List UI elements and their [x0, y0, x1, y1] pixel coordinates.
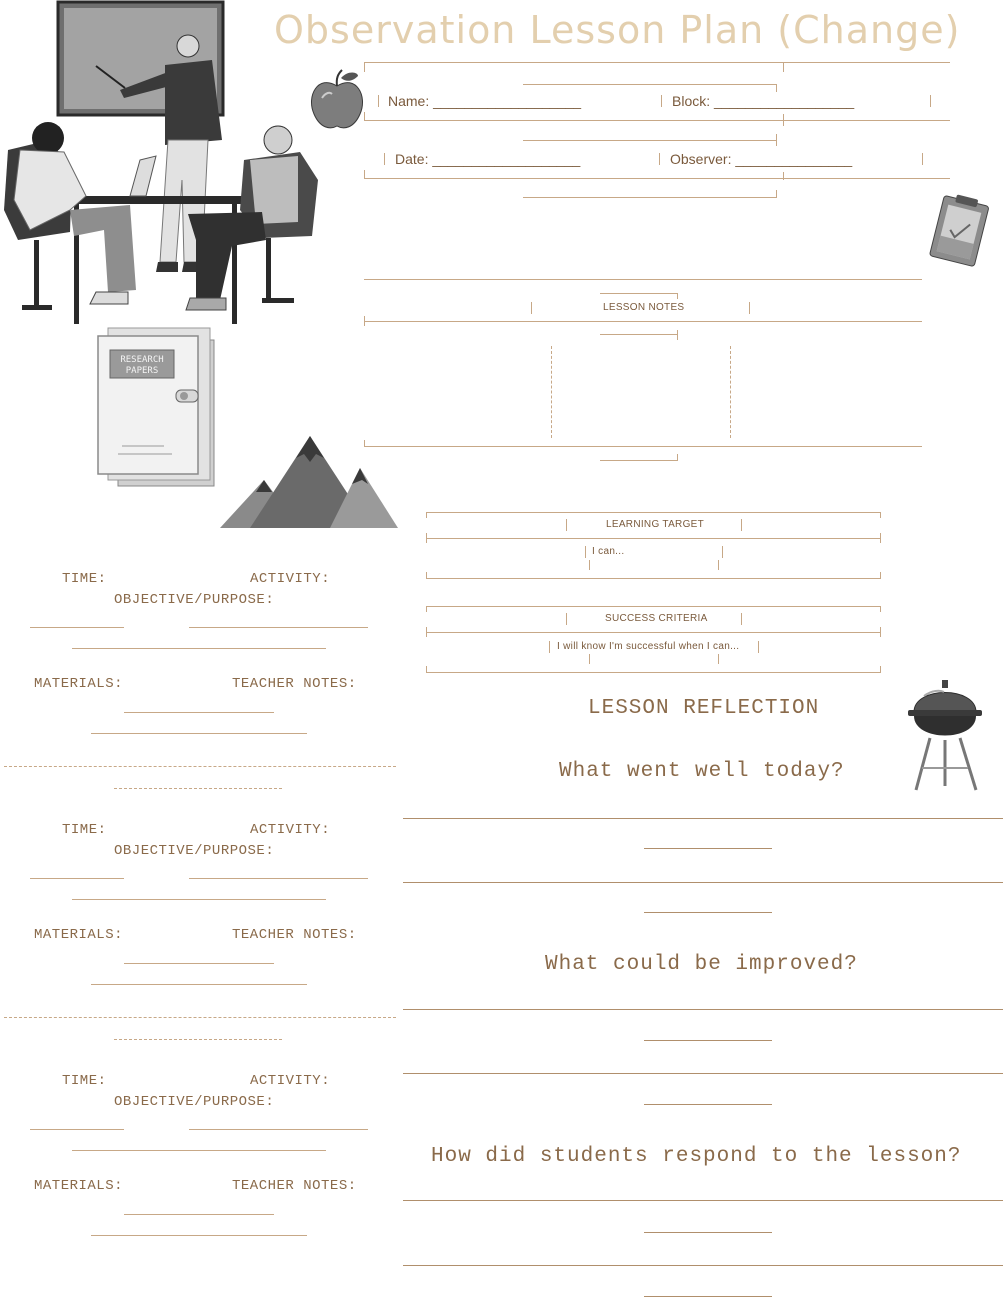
objective-input-line[interactable]	[72, 1150, 326, 1151]
answer-line[interactable]	[403, 1009, 1003, 1010]
time-label: TIME:	[62, 571, 107, 587]
answer-line[interactable]	[644, 1104, 772, 1105]
answer-line[interactable]	[403, 1265, 1003, 1266]
teacher-notes-label: TEACHER NOTES:	[232, 676, 357, 692]
materials-input-line[interactable]	[124, 963, 274, 964]
teacher-notes-label: TEACHER NOTES:	[232, 927, 357, 943]
time-input-line[interactable]	[30, 627, 124, 628]
teacher-notes-input-line[interactable]	[91, 1235, 307, 1236]
learning-target-prompt[interactable]: I can...	[592, 546, 625, 557]
time-input-line[interactable]	[30, 1129, 124, 1130]
objective-label: OBJECTIVE/PURPOSE:	[114, 843, 275, 859]
reflection-question-3: How did students respond to the lesson?	[431, 1145, 962, 1168]
section-divider	[4, 1017, 396, 1018]
answer-line[interactable]	[403, 1200, 1003, 1201]
date-field[interactable]: Date: ___________________	[395, 151, 581, 167]
time-label: TIME:	[62, 822, 107, 838]
learning-target-label: LEARNING TARGET	[606, 519, 705, 530]
folder-illustration	[92, 322, 224, 488]
materials-input-line[interactable]	[124, 712, 274, 713]
time-input-line[interactable]	[30, 878, 124, 879]
activity-input-line[interactable]	[189, 1129, 368, 1130]
materials-label: MATERIALS:	[34, 927, 124, 943]
activity-label: ACTIVITY:	[250, 822, 331, 838]
materials-label: MATERIALS:	[34, 1178, 124, 1194]
folder-text-line1: RESEARCH	[120, 355, 164, 365]
answer-line[interactable]	[403, 882, 1003, 883]
section-divider	[4, 766, 396, 767]
answer-line[interactable]	[644, 1232, 772, 1233]
answer-line[interactable]	[644, 1040, 772, 1041]
observer-field[interactable]: Observer: _______________	[670, 151, 853, 167]
objective-input-line[interactable]	[72, 648, 326, 649]
objective-label: OBJECTIVE/PURPOSE:	[114, 592, 275, 608]
teacher-notes-label: TEACHER NOTES:	[232, 1178, 357, 1194]
folder-text-line2: PAPERS	[125, 366, 159, 376]
reflection-question-2: What could be improved?	[545, 953, 858, 976]
answer-line[interactable]	[403, 818, 1003, 819]
apple-icon	[308, 68, 366, 132]
activity-label: ACTIVITY:	[250, 571, 331, 587]
reflection-question-1: What went well today?	[559, 760, 845, 783]
block-field[interactable]: Block: __________________	[672, 93, 855, 109]
answer-line[interactable]	[644, 912, 772, 913]
grill-icon	[904, 678, 986, 794]
teacher-notes-input-line[interactable]	[91, 984, 307, 985]
success-criteria-prompt[interactable]: I will know I'm successful when I can...	[557, 641, 740, 652]
answer-line[interactable]	[644, 848, 772, 849]
objective-input-line[interactable]	[72, 899, 326, 900]
materials-label: MATERIALS:	[34, 676, 124, 692]
lesson-notes-label: LESSON NOTES	[603, 302, 685, 313]
clipboard-icon	[926, 192, 992, 272]
activity-input-line[interactable]	[189, 878, 368, 879]
name-field[interactable]: Name: ___________________	[388, 93, 582, 109]
activity-input-line[interactable]	[189, 627, 368, 628]
section-divider	[114, 1039, 282, 1040]
page-title: Observation Lesson Plan (Change)	[274, 8, 961, 52]
reflection-title: LESSON REFLECTION	[588, 697, 820, 720]
answer-line[interactable]	[644, 1296, 772, 1297]
success-criteria-label: SUCCESS CRITERIA	[605, 613, 708, 624]
section-divider	[114, 788, 282, 789]
materials-input-line[interactable]	[124, 1214, 274, 1215]
objective-label: OBJECTIVE/PURPOSE:	[114, 1094, 275, 1110]
answer-line[interactable]	[403, 1073, 1003, 1074]
activity-label: ACTIVITY:	[250, 1073, 331, 1089]
time-label: TIME:	[62, 1073, 107, 1089]
mountains-illustration	[220, 432, 400, 530]
teacher-notes-input-line[interactable]	[91, 733, 307, 734]
teacher-meeting-illustration	[0, 0, 320, 330]
lesson-notes-area[interactable]	[364, 340, 922, 450]
